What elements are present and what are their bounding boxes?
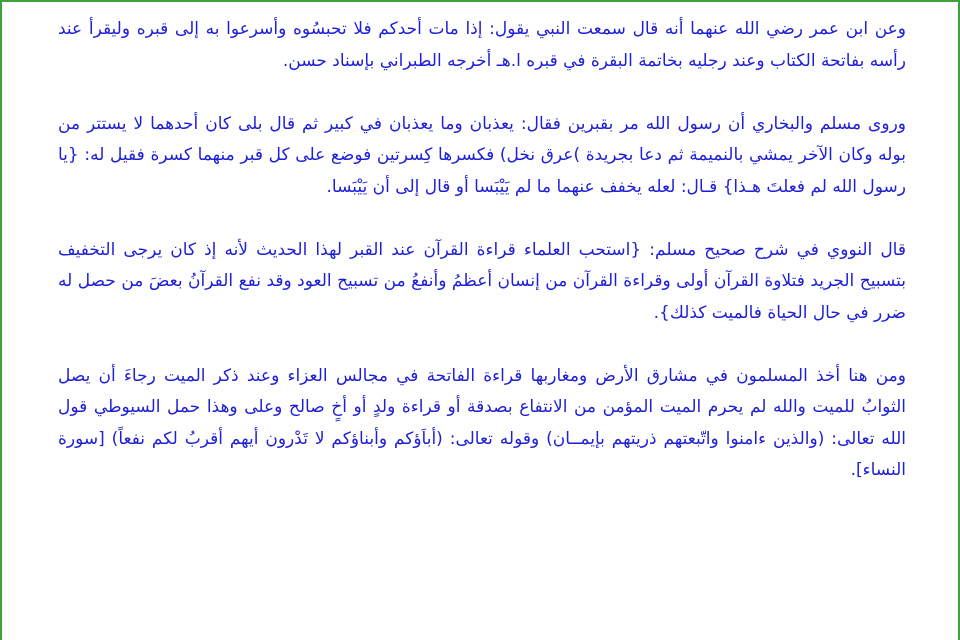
document-body bbox=[58, 14, 906, 634]
paragraph-nawawi-commentary: قال النووي في شرح صحيح مسلم: {استحب العلماء قراءة القرآن عند القبر لهذا الحديث لأنه إذ كان يرجى التخفيف بتسبيح الجريد فتلاوة القرآن أولى وقراءة القرآن من إنسان أعظمُ وأنفعُ من تسبيح العود وقد نفع القرآنُ بعضَ من حصل له ضرر في حال الحياة فالميت كذلك}. bbox=[58, 239, 906, 323]
paragraph-ibn-umar-hadith: وعن ابن عمر رضي الله عنهما أنه قال سمعت النبي يقول: إذا مات أحدكم فلا تحبسُوه وأسرعوا به إلى قبره وليقرأ عند رأسه بفاتحة الكتاب وعند رجليه بخاتمة البقرة في قبره ا.هـ أخرجه الطبراني بإسناد حسن. bbox=[58, 19, 906, 71]
paragraph-fatiha-practice: ومن هنا أخذ المسلمون في مشارق الأرض ومغاربها قراءة الفاتحة في مجالس العزاء وعند ذكر الميت رجاءَ أن يصل الثوابُ للميت والله لم يحرم الميت المؤمن من الانتفاع بصدقة أو قراءة ولدٍ أو أخٍ صالح وعلى وهذا حمل السيوطي قول الله تعالى: (والذين ءامنوا واتّبعتهم ذريتهم بإيمــان) وقوله تعالى: (أباَؤكم وأبناؤكم لا تَدْرون أيهم أقربُ لكم نفعاً) [سورة النساء]. bbox=[58, 365, 906, 480]
paragraph-two-graves-hadith: وروى مسلم والبخاري أن رسول الله مر بقبرين فقال: يعذبان وما يعذبان في كبير ثم قال بلى كان أحدهما لا يستتر من بوله وكان الآخر يمشي بالنميمة ثم دعا بجريدة )عرق نخل) فكسرها كِسرتين فوضع على كل قبر منهما كسرة فقيل له: {يا رسول الله لم فعلتَ هـذا} قـال: لعله يخفف عنهما ما لم يَيْبَسا أو قال إلى أن يَيْبَسا. bbox=[58, 113, 906, 197]
